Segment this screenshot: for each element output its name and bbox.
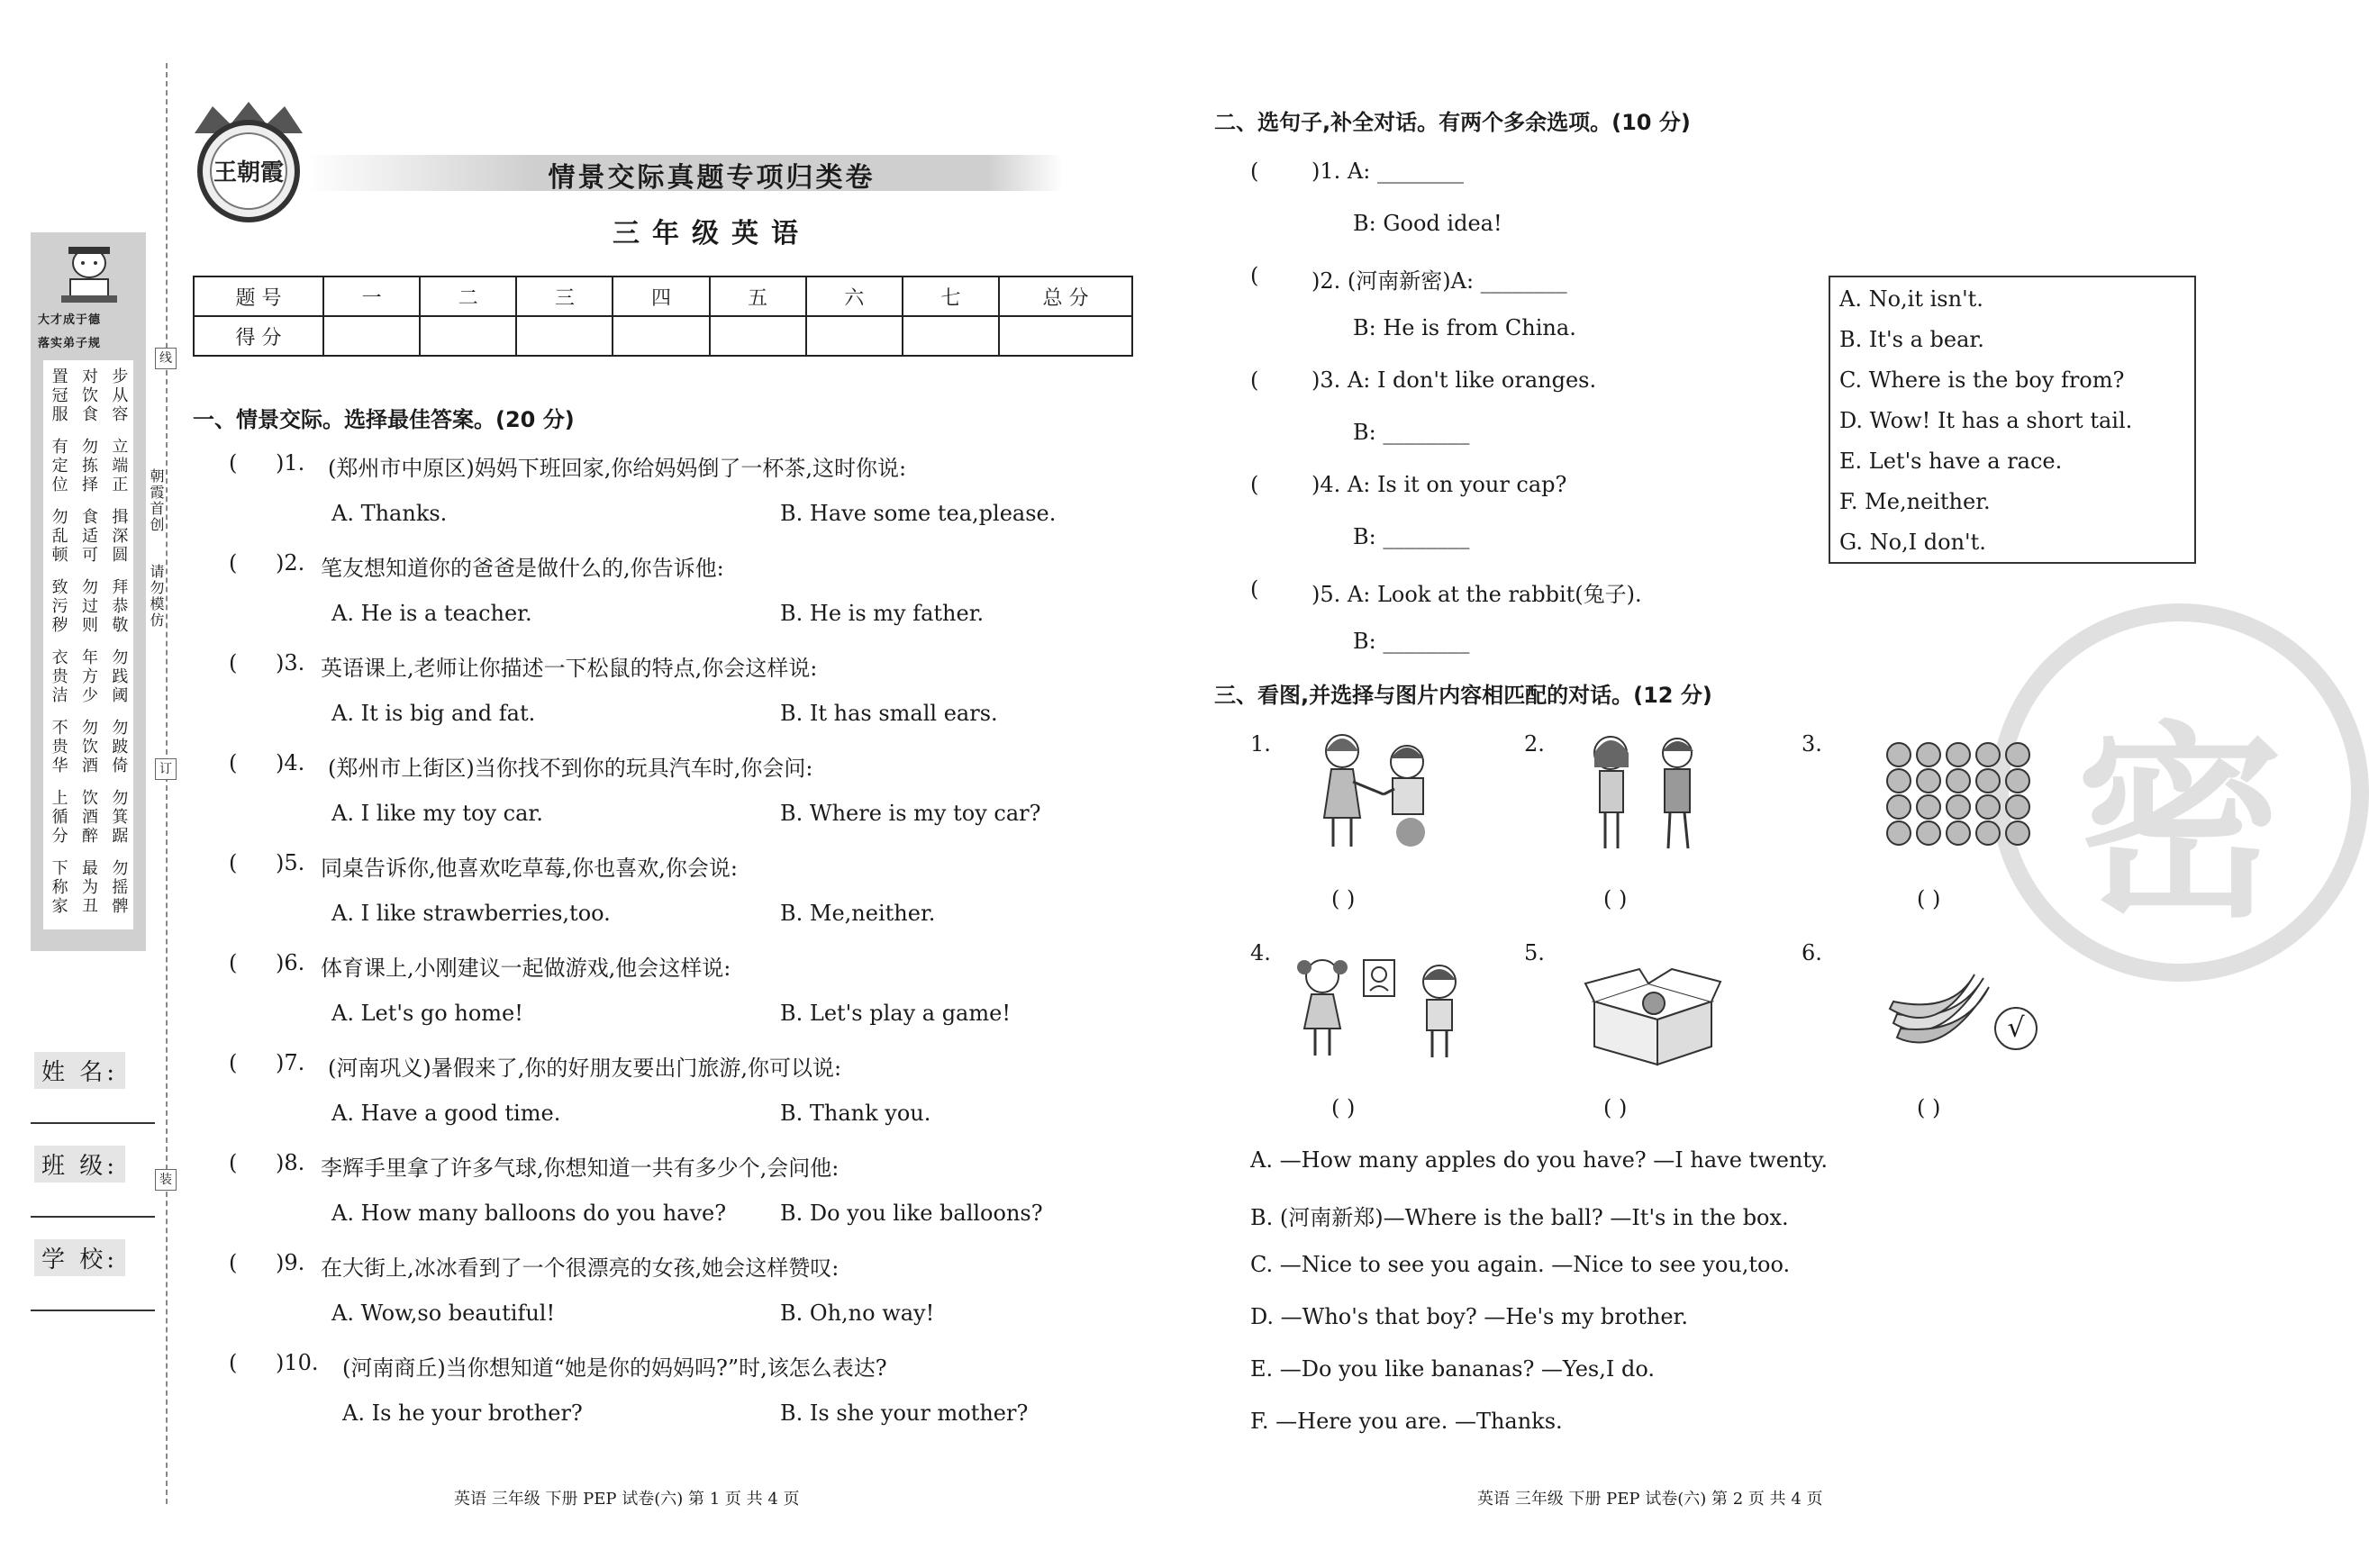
question-number: )9. xyxy=(276,1250,305,1275)
answer-paren[interactable]: ( xyxy=(1250,159,1259,184)
apple-icon xyxy=(2006,769,2029,793)
apple-icon xyxy=(1976,743,2000,766)
option-a[interactable]: A. Is he your brother? xyxy=(342,1400,583,1426)
binding-mark-order: 订 xyxy=(155,758,177,780)
question-text: 在大街上,冰冰看到了一个很漂亮的女孩,她会这样赞叹: xyxy=(321,1255,840,1281)
check-mark-icon: √ xyxy=(1994,1007,2038,1050)
rule-text: 拜恭敬 xyxy=(109,578,129,635)
answer-paren[interactable]: ( xyxy=(229,850,238,875)
school-label: 学 校: xyxy=(34,1239,125,1276)
motto-line-1: 大才成于德 xyxy=(38,313,102,327)
dialog-line-b: B: ________ xyxy=(1353,629,1470,654)
option-item: D. Wow! It has a short tail. xyxy=(1839,408,2133,433)
answer-paren[interactable]: ( ) xyxy=(1603,1095,1628,1120)
score-table-row xyxy=(194,276,1132,316)
dialog-option: E. —Do you like bananas? —Yes,I do. xyxy=(1250,1356,1655,1382)
rule-text: 食适可 xyxy=(78,508,98,565)
apple-icon xyxy=(2006,821,2029,845)
score-cell: 题 号 xyxy=(194,276,323,316)
rule-group xyxy=(43,789,133,846)
class-label: 班 级: xyxy=(34,1146,125,1183)
name-label: 姓 名: xyxy=(34,1052,125,1089)
dialog-line-a: )4. A: Is it on your cap? xyxy=(1312,472,1567,497)
option-b[interactable]: B. He is my father. xyxy=(780,601,985,626)
school-field[interactable] xyxy=(31,1310,155,1311)
bananas-picture xyxy=(1884,969,2001,1059)
option-b[interactable]: B. Thank you. xyxy=(780,1101,931,1126)
rule-group xyxy=(43,859,133,916)
score-cell: 一 xyxy=(323,276,420,316)
apple-icon xyxy=(1887,821,1911,845)
apple-icon xyxy=(1947,795,1970,819)
picture-number: 1. xyxy=(1250,731,1271,757)
dialog-line-a: )1. A: ________ xyxy=(1312,159,1464,184)
rule-text: 饮酒醉 xyxy=(78,789,98,846)
binding-dashed-line xyxy=(166,63,168,1504)
apple-icon xyxy=(1887,743,1911,766)
answer-paren[interactable]: ( ) xyxy=(1917,1095,1941,1120)
picture-number: 2. xyxy=(1524,731,1545,757)
option-b[interactable]: B. Let's play a game! xyxy=(780,1001,1011,1026)
answer-paren[interactable]: ( xyxy=(229,1050,238,1075)
dialog-line-a: )5. A: Look at the rabbit(兔子). xyxy=(1312,582,1642,607)
rule-text: 勿摇髀 xyxy=(109,859,129,916)
apple-icon xyxy=(1917,821,1940,845)
ball-in-box-picture xyxy=(1585,965,1720,1065)
answer-paren[interactable]: ( xyxy=(229,950,238,975)
option-b[interactable]: B. Do you like balloons? xyxy=(780,1201,1043,1226)
picture-number: 4. xyxy=(1250,940,1271,965)
dialog-option: C. —Nice to see you again. —Nice to see you,too. xyxy=(1250,1252,1791,1277)
option-a[interactable]: A. I like strawberries,too. xyxy=(331,901,611,926)
footer-right: 英语 三年级 下册 PEP 试卷(六) 第 2 页 共 4 页 xyxy=(1477,1490,1823,1509)
disciplines-panel xyxy=(31,232,146,951)
option-b[interactable]: B. It has small ears. xyxy=(780,701,998,726)
score-table-row xyxy=(194,316,1132,356)
score-cell: 四 xyxy=(613,276,709,316)
score-input-cell[interactable] xyxy=(420,316,516,356)
side-note-original: 朝霞首创 xyxy=(148,468,165,533)
dialog-option: D. —Who's that boy? —He's my brother. xyxy=(1250,1304,1688,1329)
question-number: )10. xyxy=(276,1350,319,1375)
option-a[interactable]: A. It is big and fat. xyxy=(331,701,536,726)
options-box xyxy=(1829,276,2196,564)
rule-text: 下称家 xyxy=(49,859,68,916)
option-item: A. No,it isn't. xyxy=(1839,286,1983,312)
rule-text: 勿饮酒 xyxy=(78,719,98,775)
score-input-cell[interactable] xyxy=(516,316,613,356)
rule-text: 勿拣择 xyxy=(78,438,98,494)
option-b[interactable]: B. Me,neither. xyxy=(780,901,936,926)
binding-mark-line: 线 xyxy=(155,348,177,369)
rule-text: 勿践阈 xyxy=(109,648,129,705)
option-item: G. No,I don't. xyxy=(1839,530,1986,555)
woman-and-man-picture xyxy=(1578,731,1713,857)
apple-icon xyxy=(1947,821,1970,845)
question-number: )2. xyxy=(276,550,305,576)
question-number: )4. xyxy=(276,750,305,775)
confidential-stamp xyxy=(1991,603,2369,982)
section1-heading: 一、情景交际。选择最佳答案。(20 分) xyxy=(193,407,575,432)
footer-left: 英语 三年级 下册 PEP 试卷(六) 第 1 页 共 4 页 xyxy=(454,1490,800,1509)
option-item: F. Me,neither. xyxy=(1839,489,1991,514)
score-input-cell[interactable] xyxy=(806,316,903,356)
dialog-line-b: B: ________ xyxy=(1353,420,1470,445)
section2-heading: 二、选句子,补全对话。有两个多余选项。(10 分) xyxy=(1214,110,1691,135)
section3-heading: 三、看图,并选择与图片内容相匹配的对话。(12 分) xyxy=(1214,683,1712,708)
rule-text: 衣贵洁 xyxy=(49,648,68,705)
family-photo-picture xyxy=(1286,955,1484,1063)
question-text: 体育课上,小刚建议一起做游戏,他会这样说: xyxy=(321,956,731,981)
answer-paren[interactable]: ( xyxy=(1250,576,1259,602)
rule-text: 勿过则 xyxy=(78,578,98,635)
rules-list xyxy=(43,360,133,929)
answer-paren[interactable]: ( ) xyxy=(1331,1095,1356,1120)
dialog-line-b: B: ________ xyxy=(1353,524,1470,549)
logo-text: 王朝霞 xyxy=(213,159,285,186)
picture-number: 6. xyxy=(1802,940,1822,965)
name-field[interactable] xyxy=(31,1122,155,1124)
question-number: )6. xyxy=(276,950,305,975)
stamp-text: 密 xyxy=(2075,702,2283,946)
score-cell: 总 分 xyxy=(999,276,1132,316)
apple-icon xyxy=(1917,769,1940,793)
question-number: )8. xyxy=(276,1150,305,1175)
question-text: (郑州市上街区)当你找不到你的玩具汽车时,你会问: xyxy=(328,756,813,781)
option-b[interactable]: B. Where is my toy car? xyxy=(780,801,1041,826)
option-a[interactable]: A. I like my toy car. xyxy=(331,801,543,826)
dialog-line-b: B: Good idea! xyxy=(1353,211,1502,236)
apple-icon xyxy=(1947,769,1970,793)
option-item: B. It's a bear. xyxy=(1839,327,1984,352)
score-input-cell[interactable] xyxy=(710,316,806,356)
dialog-line-a: )2. (河南新密)A: ________ xyxy=(1312,268,1567,294)
apple-icon xyxy=(1917,743,1940,766)
answer-paren[interactable]: ( xyxy=(229,450,238,476)
apple-icon xyxy=(1947,743,1970,766)
dialog-option: A. —How many apples do you have? —I have twenty. xyxy=(1250,1147,1829,1173)
question-text: 同桌告诉你,他喜欢吃草莓,你也喜欢,你会说: xyxy=(321,856,738,881)
rule-text: 最为丑 xyxy=(78,859,98,916)
apple-icon xyxy=(2006,795,2029,819)
dialog-line-a: )3. A: I don't like oranges. xyxy=(1312,367,1597,393)
rule-text: 有定位 xyxy=(49,438,68,494)
question-text: 英语课上,老师让你描述一下松鼠的特点,你会这样说: xyxy=(321,656,818,681)
apple-icon xyxy=(1887,795,1911,819)
score-cell: 二 xyxy=(420,276,516,316)
score-cell: 七 xyxy=(903,276,999,316)
page-subtitle: 三年级英语 xyxy=(613,218,811,249)
rule-text: 勿跛倚 xyxy=(109,719,129,775)
apple-icon xyxy=(1976,795,2000,819)
answer-paren[interactable]: ( xyxy=(229,650,238,675)
rule-text: 置冠服 xyxy=(49,367,68,424)
answer-paren[interactable]: ( ) xyxy=(1331,886,1356,911)
greeting-people-picture xyxy=(1312,731,1447,857)
score-input-cell[interactable] xyxy=(323,316,420,356)
question-text: (郑州市中原区)妈妈下班回家,你给妈妈倒了一杯茶,这时你说: xyxy=(328,456,907,481)
rule-text: 年方少 xyxy=(78,648,98,705)
apples-picture xyxy=(1884,740,2038,848)
apple-icon xyxy=(1976,769,2000,793)
rule-text: 步从容 xyxy=(109,367,129,424)
score-cell: 六 xyxy=(806,276,903,316)
option-item: C. Where is the boy from? xyxy=(1839,367,2125,393)
rule-text: 揖深圆 xyxy=(109,508,129,565)
side-note-no-copy: 请勿模仿 xyxy=(148,564,165,629)
rule-group xyxy=(43,438,133,494)
apple-icon xyxy=(1887,769,1911,793)
answer-paren[interactable]: ( ) xyxy=(1917,886,1941,911)
score-input-cell[interactable] xyxy=(613,316,709,356)
answer-paren[interactable]: ( xyxy=(229,1150,238,1175)
score-input-cell[interactable] xyxy=(999,316,1132,356)
question-number: )5. xyxy=(276,850,305,875)
rule-text: 立端正 xyxy=(109,438,129,494)
option-a[interactable]: A. He is a teacher. xyxy=(331,601,532,626)
rule-text: 不贵华 xyxy=(49,719,68,775)
rule-group xyxy=(43,367,133,424)
apple-icon xyxy=(2006,743,2029,766)
answer-paren[interactable]: ( xyxy=(229,750,238,775)
option-a[interactable]: A. Wow,so beautiful! xyxy=(331,1301,556,1326)
rule-text: 勿箕踞 xyxy=(109,789,129,846)
question-text: 笔友想知道你的爸爸是做什么的,你告诉他: xyxy=(321,556,724,581)
answer-paren[interactable]: ( xyxy=(229,1250,238,1275)
class-field[interactable] xyxy=(31,1216,155,1218)
option-b[interactable]: B. Have some tea,please. xyxy=(780,501,1057,526)
answer-paren[interactable]: ( xyxy=(1250,472,1259,497)
option-a[interactable]: A. How many balloons do you have? xyxy=(331,1201,727,1226)
answer-paren[interactable]: ( xyxy=(229,1350,238,1375)
answer-paren[interactable]: ( ) xyxy=(1603,886,1628,911)
dialog-option: B. (河南新郑)—Where is the ball? —It's in the box. xyxy=(1250,1205,1789,1230)
rule-text: 对饮食 xyxy=(78,367,98,424)
score-input-cell[interactable] xyxy=(903,316,999,356)
rule-text: 勿乱顿 xyxy=(49,508,68,565)
scholar-figure-icon xyxy=(58,243,121,304)
apple-icon xyxy=(1917,795,1940,819)
option-item: E. Let's have a race. xyxy=(1839,449,2063,474)
question-text: (河南商丘)当你想知道“她是你的妈妈吗?”时,该怎么表达? xyxy=(342,1355,887,1381)
rule-text: 上循分 xyxy=(49,789,68,846)
wangzhaoxia-logo-icon xyxy=(177,97,321,223)
rule-group xyxy=(43,508,133,565)
option-b[interactable]: B. Is she your mother? xyxy=(780,1400,1029,1426)
score-cell: 三 xyxy=(516,276,613,316)
answer-paren[interactable]: ( xyxy=(229,550,238,576)
question-text: 李辉手里拿了许多气球,你想知道一共有多少个,会问他: xyxy=(321,1156,840,1181)
answer-paren[interactable]: ( xyxy=(1250,263,1259,288)
option-a[interactable]: A. Thanks. xyxy=(331,501,448,526)
question-number: )7. xyxy=(276,1050,305,1075)
dialog-line-b: B: He is from China. xyxy=(1353,315,1576,340)
motto-line-2: 落实弟子规 xyxy=(38,337,102,350)
question-text: (河南巩义)暑假来了,你的好朋友要出门旅游,你可以说: xyxy=(328,1056,842,1081)
option-b[interactable]: B. Oh,no way! xyxy=(780,1301,935,1326)
apple-icon xyxy=(1976,821,2000,845)
score-table xyxy=(193,276,1133,357)
binding-mark-bind: 装 xyxy=(155,1169,177,1191)
score-cell: 得 分 xyxy=(194,316,323,356)
picture-number: 5. xyxy=(1524,940,1545,965)
rule-text: 致污秽 xyxy=(49,578,68,635)
rule-group xyxy=(43,719,133,775)
question-number: )3. xyxy=(276,650,305,675)
picture-number: 3. xyxy=(1802,731,1822,757)
option-a[interactable]: A. Have a good time. xyxy=(331,1101,561,1126)
score-cell: 五 xyxy=(710,276,806,316)
answer-paren[interactable]: ( xyxy=(1250,367,1259,393)
rule-group xyxy=(43,578,133,635)
dialog-option: F. —Here you are. —Thanks. xyxy=(1250,1409,1563,1434)
page-title: 情景交际真题专项归类卷 xyxy=(548,162,876,194)
question-number: )1. xyxy=(276,450,305,476)
option-a[interactable]: A. Let's go home! xyxy=(331,1001,523,1026)
rule-group xyxy=(43,648,133,705)
